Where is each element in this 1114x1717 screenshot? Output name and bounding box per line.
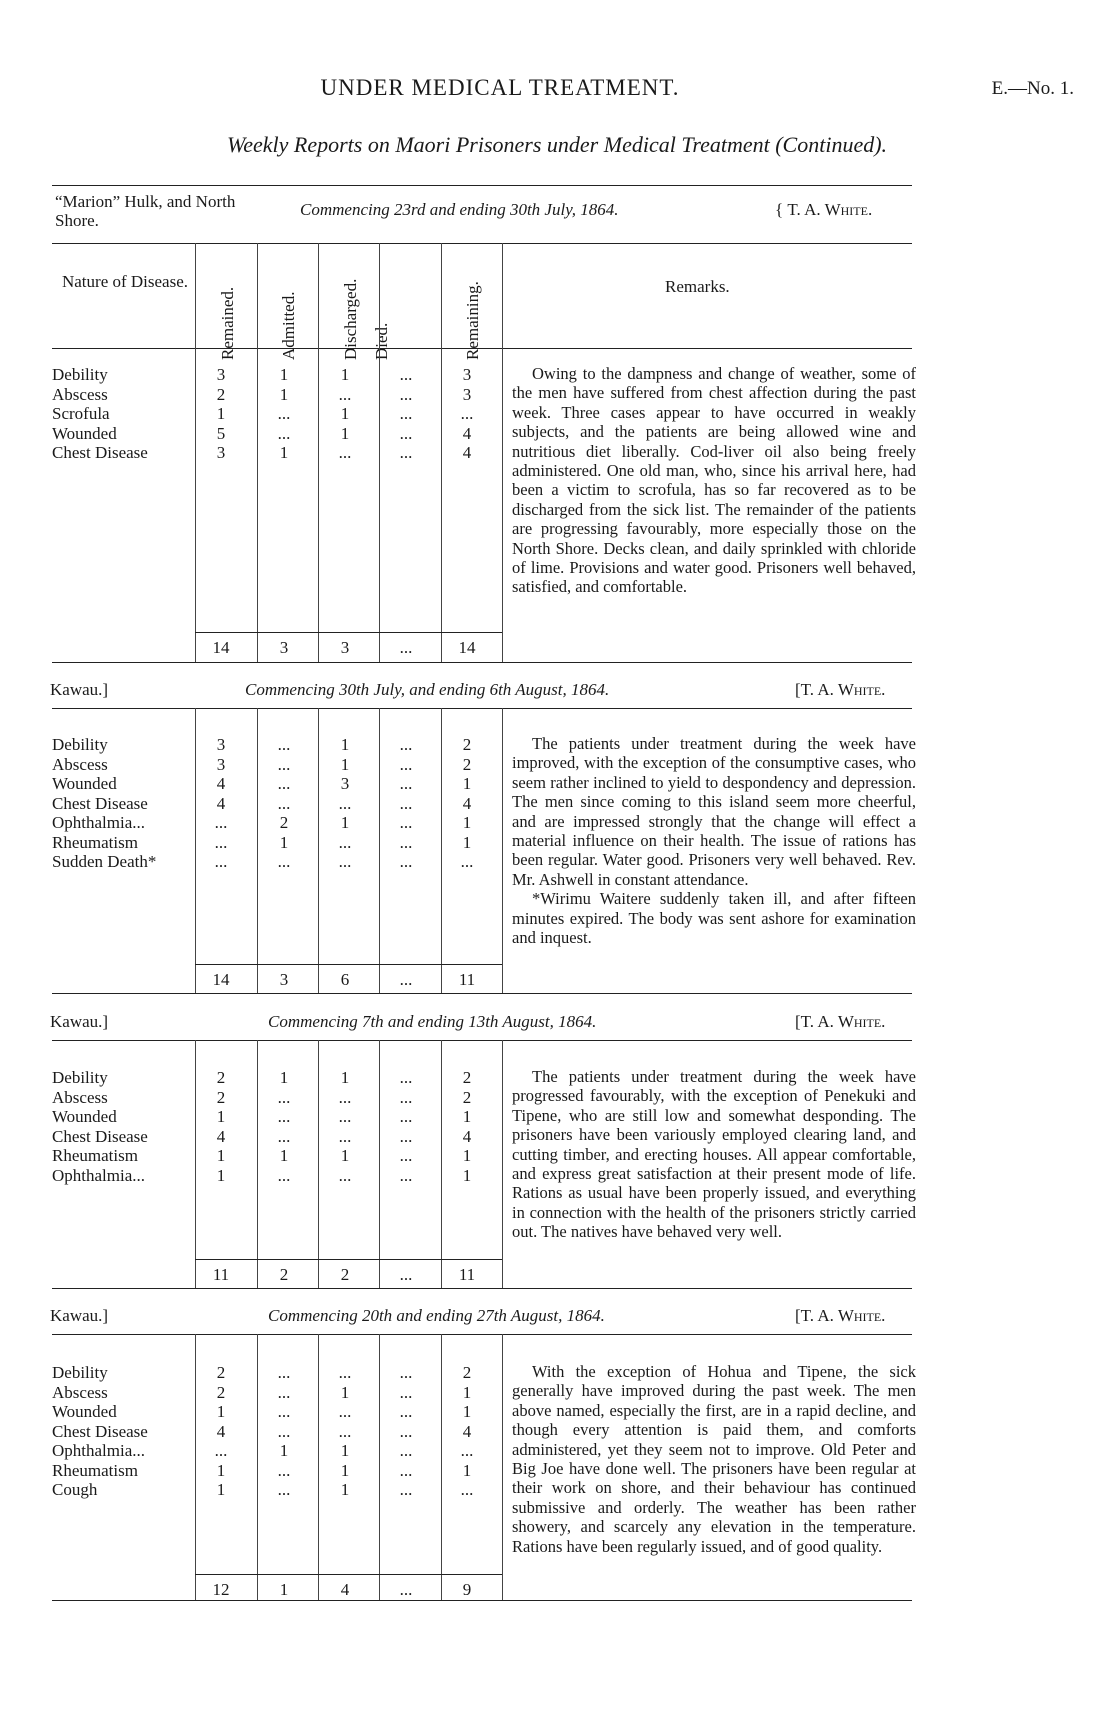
cell-remained: 2 — [216, 1068, 226, 1087]
cell-died: ... — [399, 1382, 413, 1402]
section-4-location: Kawau.] — [50, 1306, 109, 1325]
col-admitted: Admitted. — [279, 291, 298, 360]
page-title: UNDER MEDICAL TREATMENT. — [320, 75, 680, 100]
cell-remaining: 1 — [462, 832, 472, 852]
cell-discharged: 1 — [340, 1441, 350, 1460]
cell-remaining: 3 — [462, 384, 472, 404]
cell-discharged: 1 — [340, 1146, 350, 1165]
cell-remained: 1 — [216, 1165, 226, 1185]
col-discharged: Discharged. — [341, 278, 360, 360]
total-discharged: 6 — [340, 970, 350, 989]
section-1-officer-name: T. A. White. — [787, 200, 873, 219]
section-2-col-divider — [318, 708, 319, 993]
total-remaining: 14 — [458, 638, 476, 657]
cell-remaining: 1 — [462, 1165, 472, 1185]
disease-name: Chest Disease — [52, 443, 148, 462]
cell-died: ... — [399, 1146, 413, 1165]
cell-admitted: ... — [277, 735, 291, 754]
total-admitted: 3 — [279, 970, 289, 989]
cell-remaining: 1 — [462, 1460, 472, 1480]
rule-header-bottom — [52, 348, 912, 349]
cell-discharged: 1 — [340, 423, 350, 443]
cell-discharged: 1 — [340, 365, 350, 384]
cell-remaining: ... — [460, 1480, 474, 1499]
cell-died: ... — [399, 443, 413, 462]
section-2-rule-header — [52, 708, 912, 709]
cell-remaining: 1 — [462, 774, 472, 793]
cell-discharged: 1 — [340, 754, 350, 774]
cell-remained: 1 — [216, 1107, 226, 1126]
cell-remained: ... — [214, 813, 228, 832]
cell-admitted: ... — [277, 1107, 291, 1126]
cell-died: ... — [399, 1165, 413, 1185]
cell-remaining: 1 — [462, 1107, 472, 1126]
cell-remaining: 2 — [462, 1068, 472, 1087]
cell-admitted: 1 — [279, 443, 289, 462]
col-nature-of-disease: Nature of Disease. — [61, 272, 189, 291]
total-remained: 11 — [212, 1265, 230, 1284]
cell-discharged: 1 — [340, 1068, 350, 1087]
cell-discharged: ... — [338, 1421, 352, 1441]
cell-died: ... — [399, 754, 413, 774]
disease-name: Wounded — [52, 1107, 117, 1126]
disease-name: Sudden Death* — [52, 852, 157, 871]
cell-remained: 2 — [216, 1382, 226, 1402]
cell-admitted: ... — [277, 1460, 291, 1480]
disease-name: Abscess — [52, 1087, 108, 1107]
disease-name: Rheumatism — [52, 832, 138, 852]
section-2-rule-bottom — [52, 993, 912, 994]
cell-remained: 3 — [216, 365, 226, 384]
cell-remained: 3 — [216, 443, 226, 462]
remarks-paragraph: The patients under treatment during the week have progressed favourably, with the exception of Penekuki and Tipene, who are still low and somewhat desponding. The prisoners have been variously employed clearing land, and cutting timber, and erecting houses. All appear comfortable, and express great satisfaction at their present mode of life. Rations as usual have been properly issued, and everything in connection with the health of the prisoners strictly carried out. The natives have behaved very well. — [512, 1067, 916, 1242]
col-died: Died. — [372, 322, 391, 360]
total-admitted: 2 — [279, 1265, 289, 1284]
cell-admitted: 1 — [279, 1068, 289, 1087]
cell-admitted: ... — [277, 423, 291, 443]
total-remained: 14 — [212, 638, 230, 657]
disease-name: Wounded — [52, 423, 117, 443]
cell-admitted: ... — [277, 852, 291, 871]
cell-remained: 1 — [216, 1460, 226, 1480]
cell-remaining: 4 — [462, 423, 472, 443]
cell-discharged: ... — [338, 443, 352, 462]
disease-name: Rheumatism — [52, 1146, 138, 1165]
cell-remaining: 4 — [462, 1421, 472, 1441]
cell-remaining: 2 — [462, 1087, 472, 1107]
section-2-col-divider — [379, 708, 380, 993]
cell-discharged: ... — [338, 1126, 352, 1146]
section-2-totals-rule — [195, 964, 502, 965]
section-1-period: Commencing 23rd and ending 30th July, 1864. — [300, 200, 619, 219]
cell-died: ... — [399, 404, 413, 423]
cell-remaining: 1 — [462, 1402, 472, 1421]
disease-name: Ophthalmia... — [52, 1165, 146, 1185]
total-remaining: 9 — [462, 1580, 472, 1599]
rule-header-top — [52, 243, 912, 244]
disease-name: Cough — [52, 1480, 98, 1499]
disease-name: Debility — [52, 1363, 108, 1382]
cell-died: ... — [399, 832, 413, 852]
cell-remained: 3 — [216, 754, 226, 774]
section-3-rule-bottom — [52, 1288, 912, 1289]
disease-name: Debility — [52, 365, 108, 384]
cell-remained: 3 — [216, 735, 226, 754]
cell-died: ... — [399, 852, 413, 871]
disease-name: Wounded — [52, 774, 117, 793]
cell-discharged: ... — [338, 793, 352, 813]
cell-admitted: 1 — [279, 1146, 289, 1165]
section-1-col-divider — [257, 243, 258, 662]
cell-admitted: ... — [277, 404, 291, 423]
cell-admitted: 1 — [279, 1441, 289, 1460]
cell-remaining: ... — [460, 1441, 474, 1460]
total-discharged: 2 — [340, 1265, 350, 1284]
rule-top — [52, 185, 912, 186]
cell-discharged: 1 — [340, 735, 350, 754]
section-2-officer: [T. A. White. — [795, 680, 886, 699]
section-1-col-divider — [379, 243, 380, 662]
cell-admitted: ... — [277, 1363, 291, 1382]
section-3-col-divider — [257, 1040, 258, 1288]
total-remaining: 11 — [458, 970, 476, 989]
cell-remaining: 1 — [462, 1146, 472, 1165]
section-2-remarks — [512, 734, 916, 947]
cell-remained: ... — [214, 852, 228, 871]
cell-remaining: 3 — [462, 365, 472, 384]
cell-remaining: 2 — [462, 754, 472, 774]
cell-died: ... — [399, 1480, 413, 1499]
cell-died: ... — [399, 1460, 413, 1480]
cell-admitted: 2 — [279, 813, 289, 832]
cell-remaining: 4 — [462, 793, 472, 813]
cell-died: ... — [399, 384, 413, 404]
cell-remaining: 4 — [462, 1126, 472, 1146]
section-1-rule-bottom — [52, 662, 912, 663]
cell-remained: 2 — [216, 384, 226, 404]
section-3-remarks — [512, 1067, 916, 1242]
disease-name: Debility — [52, 1068, 108, 1087]
cell-died: ... — [399, 1107, 413, 1126]
cell-died: ... — [399, 1421, 413, 1441]
cell-remained: 2 — [216, 1087, 226, 1107]
col-remarks: Remarks. — [665, 277, 730, 296]
cell-discharged: ... — [338, 1363, 352, 1382]
cell-admitted: ... — [277, 774, 291, 793]
section-3-rule-header — [52, 1040, 912, 1041]
cell-remained: 1 — [216, 1480, 226, 1499]
cell-remained: 4 — [216, 1126, 226, 1146]
cell-admitted: ... — [277, 1087, 291, 1107]
col-remained: Remained. — [218, 286, 237, 360]
cell-remained: 4 — [216, 1421, 226, 1441]
section-1-remarks — [512, 364, 916, 597]
section-1-col-divider — [502, 243, 503, 662]
cell-remained: 1 — [216, 404, 226, 423]
section-2-period: Commencing 30th July, and ending 6th August, 1864. — [245, 680, 610, 699]
section-4-period: Commencing 20th and ending 27th August, 1864. — [268, 1306, 605, 1325]
section-3-totals-rule — [195, 1259, 502, 1260]
cell-discharged: ... — [338, 852, 352, 871]
section-2-col-divider — [257, 708, 258, 993]
cell-admitted: 1 — [279, 384, 289, 404]
cell-died: ... — [399, 793, 413, 813]
cell-admitted: ... — [277, 1402, 291, 1421]
cell-discharged: ... — [338, 1087, 352, 1107]
cell-died: ... — [399, 1402, 413, 1421]
cell-died: ... — [399, 1441, 413, 1460]
section-3-period: Commencing 7th and ending 13th August, 1864. — [268, 1012, 597, 1031]
remarks-paragraph: With the exception of Hohua and Tipene, the sick generally have improved during the past week. The men above named, especially the first, are in a rapid decline, and though every attention is paid them, and comforts administered, yet they seem not to improve. Old Peter and Big Joe have done well. The prisoners have been regular at their work on shore, and their behaviour has continued submissive and orderly. The weather has been rather showery, and scarcely any elevation in the temperature. Rations have been regularly issued, and of good quality. — [512, 1362, 916, 1556]
col-remaining: Remaining. — [463, 281, 482, 360]
total-discharged: 3 — [340, 638, 350, 657]
section-3-col-divider — [318, 1040, 319, 1288]
cell-remained: 5 — [216, 423, 226, 443]
cell-remaining: ... — [460, 852, 474, 871]
disease-name: Debility — [52, 735, 108, 754]
disease-name: Abscess — [52, 384, 108, 404]
cell-remained: 2 — [216, 1363, 226, 1382]
cell-admitted: ... — [277, 1165, 291, 1185]
cell-admitted: ... — [277, 1382, 291, 1402]
cell-died: ... — [399, 1087, 413, 1107]
cell-discharged: 1 — [340, 813, 350, 832]
disease-name: Chest Disease — [52, 1126, 148, 1146]
cell-remained: ... — [214, 1441, 228, 1460]
cell-remaining: 4 — [462, 443, 472, 462]
cell-admitted: 1 — [279, 832, 289, 852]
cell-discharged: ... — [338, 832, 352, 852]
cell-died: ... — [399, 774, 413, 793]
total-remaining: 11 — [458, 1265, 476, 1284]
cell-died: ... — [399, 365, 413, 384]
cell-discharged: 1 — [340, 1382, 350, 1402]
section-3-officer: [T. A. White. — [795, 1012, 886, 1031]
total-admitted: 3 — [279, 638, 289, 657]
remarks-paragraph: The patients under treatment during the week have improved, with the exception of the consumptive cases, who seem rather inclined to yield to despondency and depression. The men since coming to this island seem more cheerful, and are impressed strongly that the change will effect a material influence on their health. The issue of rations has been regular. Water good. Prisoners very well behaved. Rev. Mr. Ashwell in constant attendance. — [512, 734, 916, 889]
section-4-rule-header — [52, 1334, 912, 1335]
cell-remained: ... — [214, 832, 228, 852]
total-discharged: 4 — [340, 1580, 350, 1599]
cell-admitted: ... — [277, 1126, 291, 1146]
cell-died: ... — [399, 423, 413, 443]
section-3-col-divider — [502, 1040, 503, 1288]
disease-name: Abscess — [52, 1382, 108, 1402]
cell-died: ... — [399, 1068, 413, 1087]
cell-remained: 4 — [216, 793, 226, 813]
remarks-paragraph: Owing to the dampness and change of weather, some of the men have suffered from chest affection during the past week. Three cases appear to have occurred in weakly subjects, and the patients are being allowed wine and nutritious diet liberally. Cod-liver oil also being freely administered. One old man, who, since his arrival here, had been a victim to scrofula, has so far recovered as to be discharged from the sick list. The remainder of the patients are progressing favourably, more especially those on the North Shore. Decks clean, and daily sprinkled with chloride of lime. Provisions and water good. Prisoners well behaved, satisfied, and comfortable. — [512, 364, 916, 597]
cell-remaining: 1 — [462, 813, 472, 832]
cell-died: ... — [399, 1126, 413, 1146]
disease-name: Chest Disease — [52, 793, 148, 813]
total-died: ... — [399, 638, 413, 657]
remarks-footnote: *Wirimu Waitere suddenly taken ill, and after fifteen minutes expired. The body was sent ashore for examination and inquest. — [512, 889, 916, 948]
cell-admitted: ... — [277, 1480, 291, 1499]
total-admitted: 1 — [279, 1580, 289, 1599]
total-died: ... — [399, 1580, 413, 1599]
disease-name: Ophthalmia... — [52, 813, 146, 832]
total-remained: 14 — [212, 970, 230, 989]
section-4-col-divider — [318, 1334, 319, 1600]
section-4-remarks — [512, 1362, 916, 1556]
cell-discharged: ... — [338, 1165, 352, 1185]
section-1-col-divider — [318, 243, 319, 662]
page-subtitle: Weekly Reports on Maori Prisoners under Medical Treatment (Continued). — [226, 132, 888, 157]
cell-died: ... — [399, 1363, 413, 1382]
cell-remained: 1 — [216, 1402, 226, 1421]
cell-remaining: ... — [460, 404, 474, 423]
cell-remaining: 2 — [462, 735, 472, 754]
disease-name: Chest Disease — [52, 1421, 148, 1441]
section-4-rule-bottom — [52, 1600, 912, 1601]
cell-admitted: ... — [277, 754, 291, 774]
disease-name: Abscess — [52, 754, 108, 774]
section-3-location: Kawau.] — [50, 1012, 109, 1031]
total-remained: 12 — [212, 1580, 230, 1599]
disease-name: Wounded — [52, 1402, 117, 1421]
section-1-totals-rule — [195, 632, 502, 633]
total-died: ... — [399, 1265, 413, 1284]
paper-reference: E.—No. 1. — [991, 78, 1074, 99]
cell-died: ... — [399, 813, 413, 832]
cell-remained: 1 — [216, 1146, 226, 1165]
disease-name: Scrofula — [52, 404, 110, 423]
cell-admitted: ... — [277, 1421, 291, 1441]
section-4-col-divider — [257, 1334, 258, 1600]
cell-discharged: 1 — [340, 404, 350, 423]
section-4-col-divider — [502, 1334, 503, 1600]
cell-discharged: ... — [338, 1107, 352, 1126]
section-4-col-divider — [379, 1334, 380, 1600]
disease-name: Rheumatism — [52, 1460, 138, 1480]
cell-discharged: ... — [338, 1402, 352, 1421]
cell-remaining: 2 — [462, 1363, 472, 1382]
cell-admitted: 1 — [279, 365, 289, 384]
total-died: ... — [399, 970, 413, 989]
cell-discharged: 1 — [340, 1460, 350, 1480]
section-2-col-divider — [502, 708, 503, 993]
cell-remained: 4 — [216, 774, 226, 793]
cell-discharged: 1 — [340, 1480, 350, 1499]
cell-died: ... — [399, 735, 413, 754]
section-2-location: Kawau.] — [50, 680, 109, 699]
disease-name: Ophthalmia... — [52, 1441, 146, 1460]
section-1-officer: { T. A. White. — [775, 200, 873, 219]
cell-admitted: ... — [277, 793, 291, 813]
section-1-location: “Marion” Hulk, and North Shore. — [55, 192, 236, 230]
cell-discharged: ... — [338, 384, 352, 404]
cell-remaining: 1 — [462, 1382, 472, 1402]
section-4-totals-rule — [195, 1574, 502, 1575]
cell-discharged: 3 — [340, 774, 350, 793]
section-4-officer: [T. A. White. — [795, 1306, 886, 1325]
section-3-col-divider — [379, 1040, 380, 1288]
